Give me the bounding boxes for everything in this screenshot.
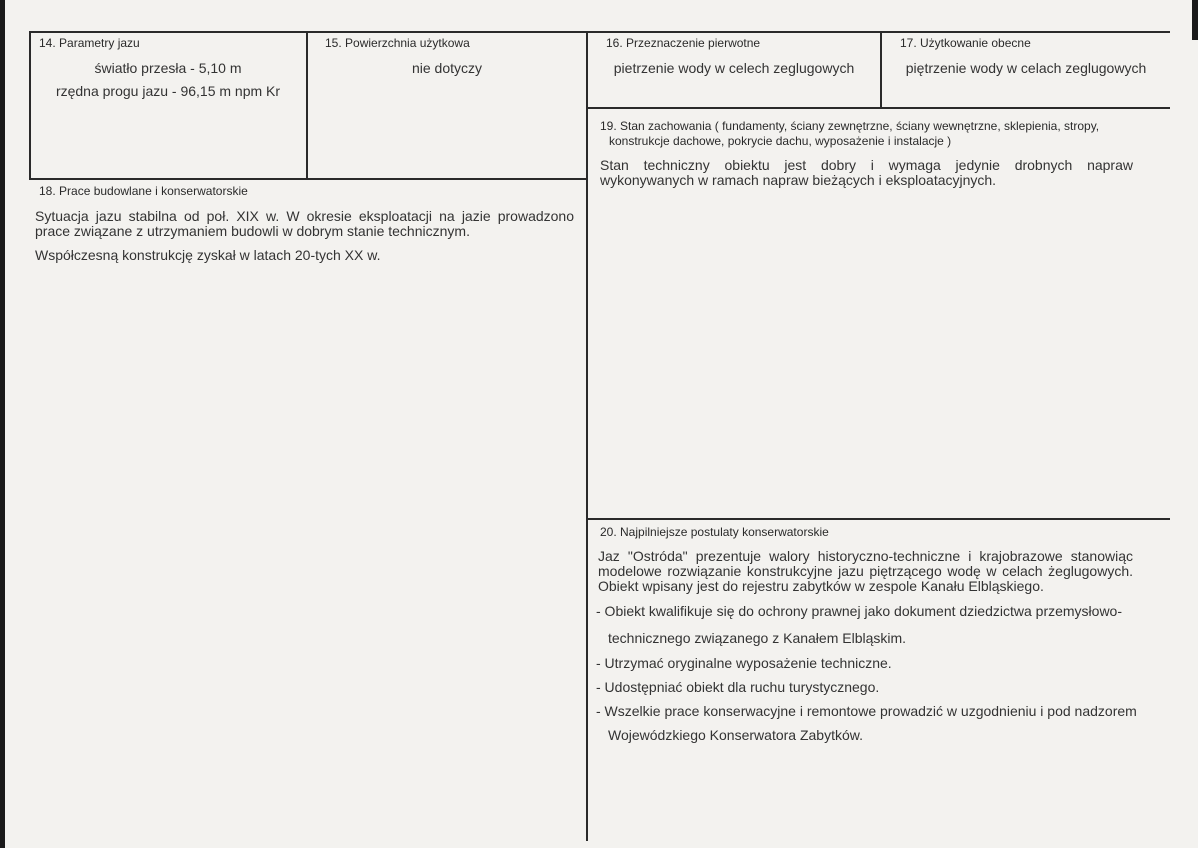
box20-bullet-2: - Utrzymać oryginalne wyposażenie techniczne. [596, 655, 892, 671]
box17-value: piętrzenie wody w celach zeglugowych [905, 60, 1147, 76]
box15-label: 15. Powierzchnia użytkowa [325, 36, 470, 50]
box19-text: Stan techniczny obiektu jest dobry i wymaga jedynie drobnych napraw wykonywanych w ramach napraw bieżących i eksploatacyjnych. [600, 157, 1133, 188]
row-divider-right [587, 107, 1170, 109]
box20-bullet-4a: - Wszelkie prace konserwacyjne i remontowe prowadzić w uzgodnieniu i pod nadzorem [596, 703, 1137, 719]
scan-edge-right [1192, 0, 1198, 40]
box20-bullet-4b: Wojewódzkiego Konserwatora Zabytków. [608, 727, 863, 743]
box20-intro: Jaz "Ostróda" prezentuje walory historyczno-techniczne i krajobrazowe stanowiąc modelowe rozwiązanie konstrukcyjne jazu piętrzącego wodę w celach żeglugowych. Obiekt wpisany jest do rejestru zabytków w zespole Kanału Elbląskiego. [598, 548, 1133, 594]
row-divider-20 [587, 518, 1170, 520]
scan-edge-left [0, 0, 5, 848]
center-divider [586, 31, 588, 841]
box20-label: 20. Najpilniejsze postulaty konserwatorskie [600, 525, 829, 539]
row-divider-left [29, 178, 587, 180]
box18-label: 18. Prace budowlane i konserwatorskie [39, 184, 248, 198]
box20-bullet-1a: - Obiekt kwalifikuje się do ochrony prawnej jako dokument dziedzictwa przemysłowo- [596, 603, 1123, 619]
box17-label: 17. Użytkowanie obecne [900, 36, 1031, 50]
box20-bullet-1b: technicznego związanego z Kanałem Elbląskim. [608, 630, 907, 646]
top-border [29, 31, 1170, 33]
left-border-top [29, 31, 31, 179]
box16-label: 16. Przeznaczenie pierwotne [606, 36, 761, 50]
box20-bullet-3: - Udostępniać obiekt dla ruchu turystycznego. [596, 679, 880, 695]
box14-label: 14. Parametry jazu [39, 36, 140, 50]
box15-value: nie dotyczy [411, 60, 483, 76]
box19-label-line2: konstrukcje dachowe, pokrycie dachu, wyposażenie i instalacje ) [609, 134, 952, 148]
box19-label-line1: 19. Stan zachowania ( fundamenty, ściany zewnętrzne, ściany wewnętrzne, sklepienia, stropy, [600, 119, 1100, 133]
box14-sill-level: rzędna progu jazu - 96,15 m npm Kr [55, 83, 281, 99]
box18-paragraph-2: Współczesną konstrukcję zyskał w latach 20-tych XX w. [35, 247, 381, 263]
box16-value: pietrzenie wody w celech zeglugowych [613, 60, 855, 76]
box18-paragraph-1: Sytuacja jazu stabilna od poł. XIX w. W okresie eksploatacji na jazie prowadzono prace związane z utrzymaniem budowli w dobrym stanie technicznym. [35, 208, 574, 239]
box14-light-span: światło przesła - 5,10 m [94, 60, 242, 76]
divider-14-15 [306, 31, 308, 179]
